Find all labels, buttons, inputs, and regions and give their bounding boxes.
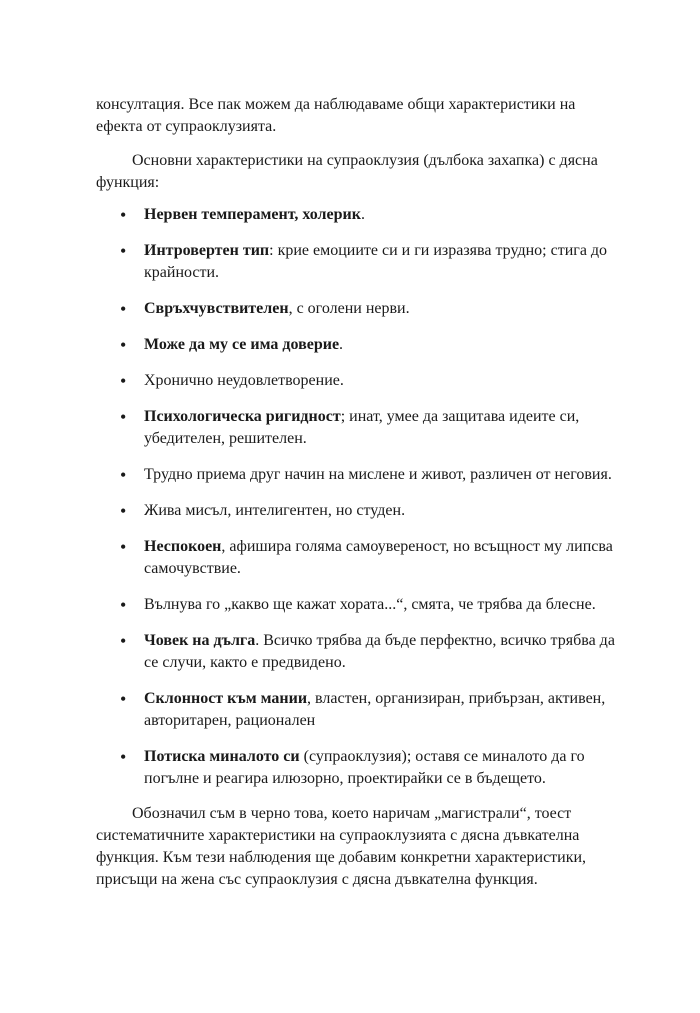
list-item: • Склонност към мании, властен, организиран, прибързан, активен, авторитарен, рационален bbox=[96, 688, 616, 732]
list-item: • Човек на дълга. Всичко трябва да бъде перфектно, всичко трябва да се случи, както е предвидено. bbox=[96, 630, 616, 674]
list-item: • Жива мисъл, интелигентен, но студен. bbox=[96, 500, 616, 522]
list-item: • Свръхчувствителен, с оголени нерви. bbox=[96, 298, 616, 320]
list-item: • Трудно приема друг начин на мислене и живот, различен от неговия. bbox=[96, 464, 616, 486]
list-item: • Потиска миналото си (супраоклузия); оставя се миналото да го погълне и реагира илюзорно, проектирайки се в бъдещето. bbox=[96, 746, 616, 790]
characteristics-list bbox=[96, 204, 616, 804]
paragraph-conclusion: Обозначил съм в черно това, което наричам „магистрали“, тоест систематичните характеристики на супраоклузията с дясна дъвкателна функция. Към тези наблюдения ще добавим конкретни характеристики, присъщи на жена със супраоклузия с дясна дъвкателна функция. bbox=[96, 805, 587, 888]
list-item: • Може да му се има доверие. bbox=[96, 334, 616, 356]
list-item: • Нервен темперамент, холерик. bbox=[96, 204, 616, 226]
list-item: • Психологическа ригидност; инат, умее да защитава идеите си, убедителен, решителен. bbox=[96, 406, 616, 450]
list-item: • Хронично неудовлетворение. bbox=[96, 370, 616, 392]
list-item: • Интровертен тип: крие емоциите си и ги изразява трудно; стига до крайности. bbox=[96, 240, 616, 284]
list-item: • Неспокоен, афишира голяма самоувереност, но всъщност му липсва самочувствие. bbox=[96, 536, 616, 580]
list-item: • Вълнува го „какво ще кажат хората...“, смята, че трябва да блесне. bbox=[96, 594, 616, 616]
paragraph-characteristics-heading: Основни характеристики на супраоклузия (дълбока захапка) с дясна функция: bbox=[96, 152, 598, 191]
paragraph-intro: консултация. Все пак можем да наблюдаваме общи характеристики на ефекта от супраоклузията. bbox=[96, 96, 576, 135]
